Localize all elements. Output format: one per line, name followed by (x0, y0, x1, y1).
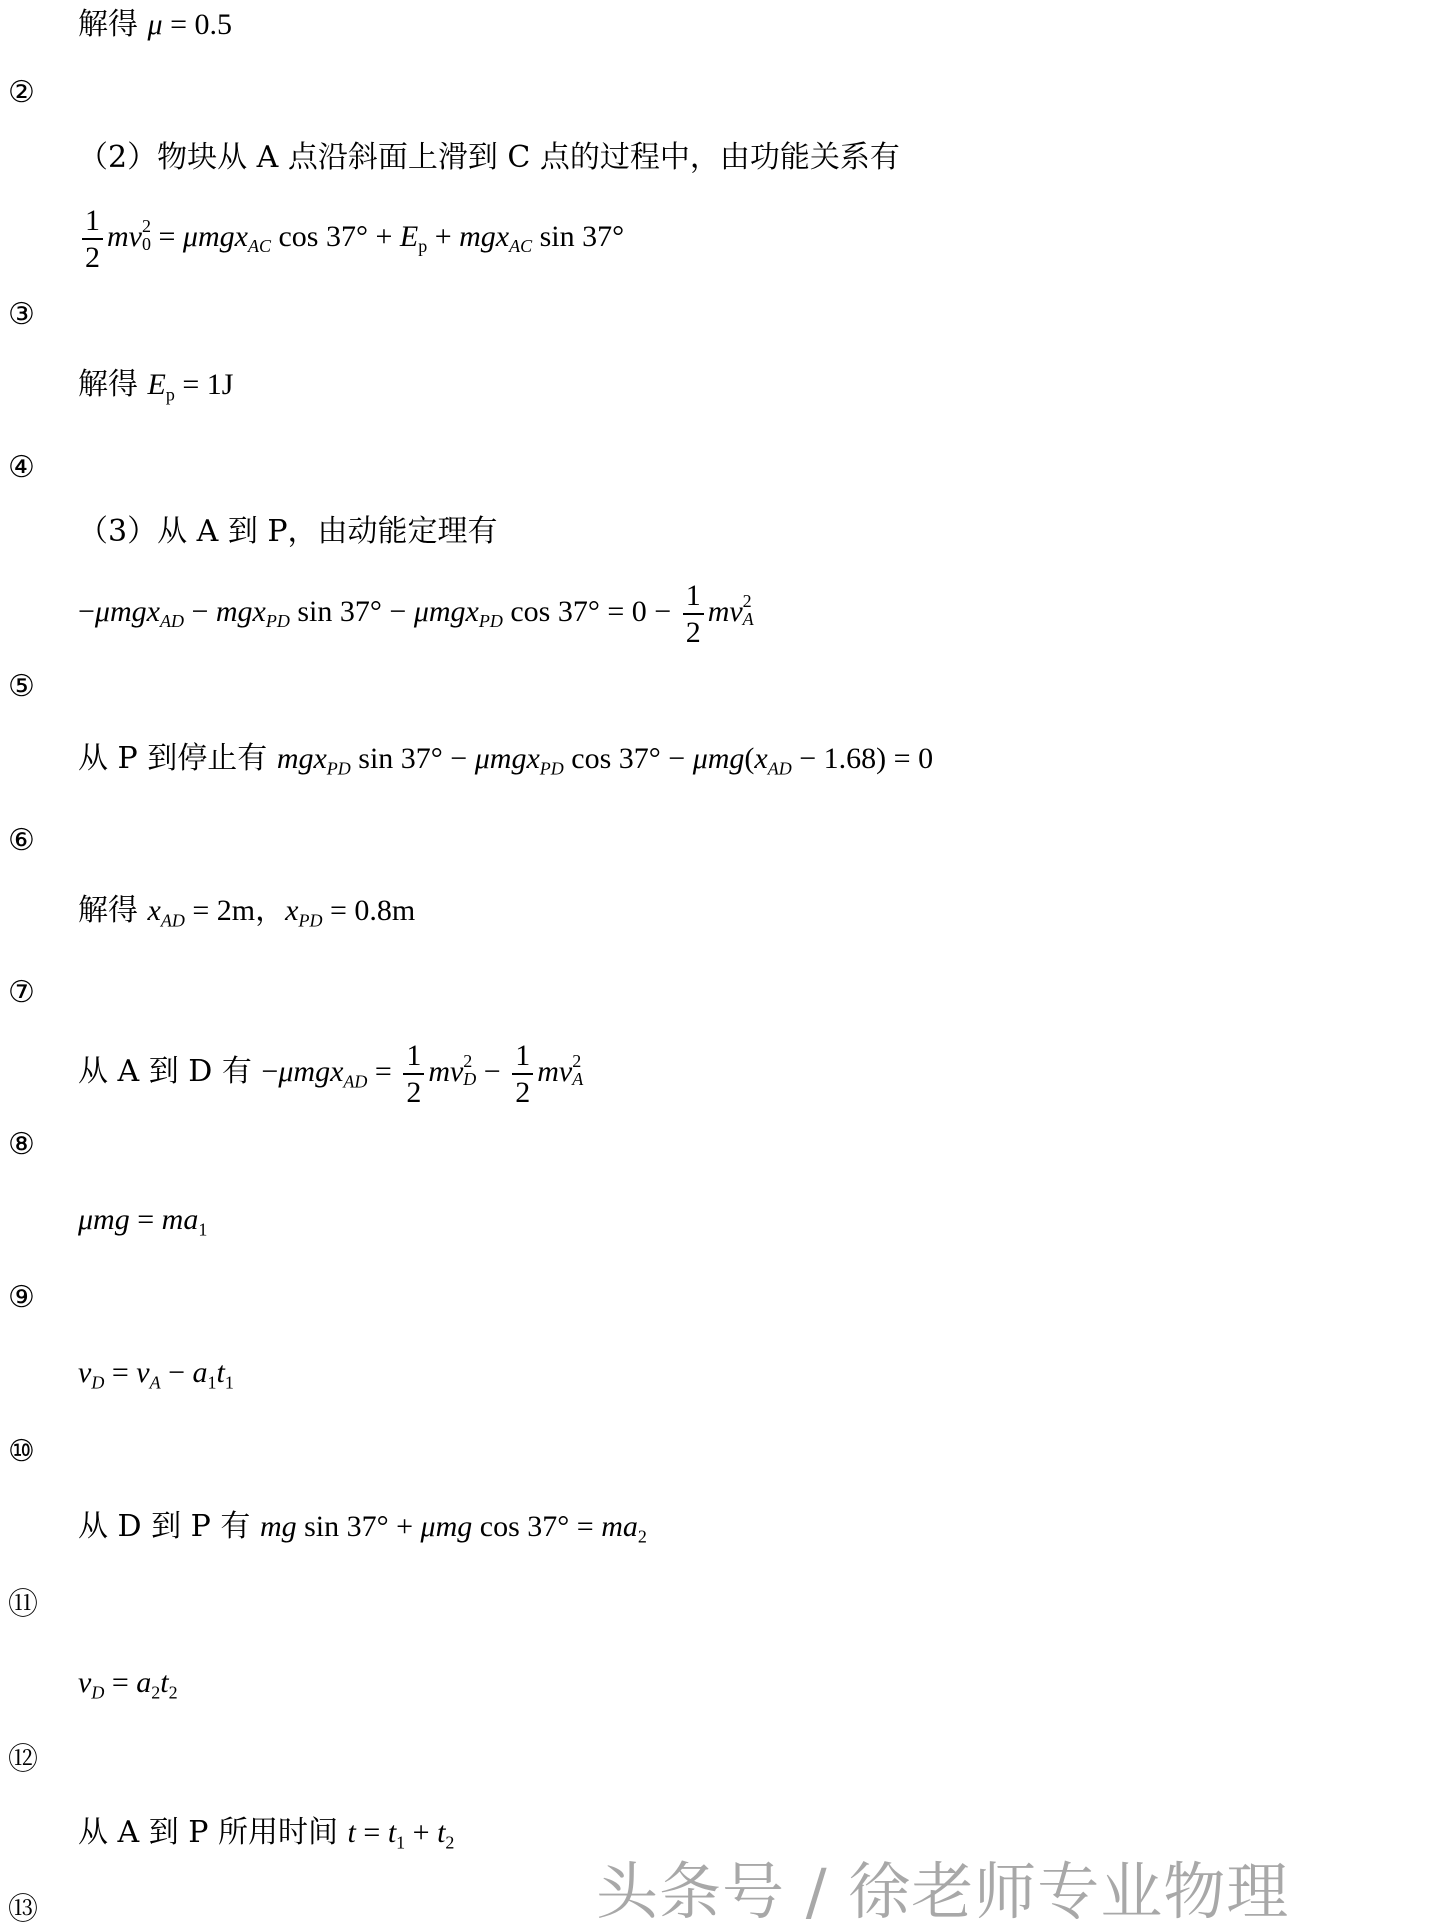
stop-equation (78, 741, 934, 779)
marker-5: ⑤ (8, 669, 35, 704)
text-prefix: 解得 (78, 7, 138, 42)
fraction-denominator: 2 (515, 1075, 531, 1109)
fraction (683, 580, 704, 648)
marker-2: ② (8, 75, 35, 110)
equation: μ = 0.5 (147, 8, 233, 41)
d-to-p-equation (78, 1509, 647, 1547)
energy-equation: $\frac{1}{2}$ mv 2 0 = μmgx$_{AC}$ $\cos 37^\circ + E_p + mgx_{AC}$ sin 37° (78, 205, 624, 273)
marker-8: ⑧ (8, 1127, 35, 1162)
text-prefix: 从 A 到 P 所用时间 (78, 1815, 338, 1850)
solution-mu (78, 7, 233, 42)
watermark: 头条号 / 徐老师专业物理 (596, 1855, 1290, 1928)
a-to-d-equation (78, 1040, 583, 1108)
marker-12: ⑫ (8, 1742, 38, 1777)
equation: mg sin 37° + μmg $\cos 37^\circ = ma_2$ (259, 1510, 647, 1547)
equation: $E_p = 1J$ (147, 368, 234, 405)
marker-10: ⑩ (8, 1434, 35, 1469)
part-2-heading: （2）物块从 A 点沿斜面上滑到 C 点的过程中，由功能关系有 (78, 140, 900, 175)
marker-4: ④ (8, 450, 35, 485)
text-prefix: 从 D 到 P 有 (78, 1509, 251, 1544)
solution-distances (78, 893, 416, 931)
velocity-d-equation-2: $v_D = a_2t_2$ (78, 1666, 178, 1703)
fraction-numerator: 1 (82, 205, 103, 240)
fraction-denominator: 2 (85, 240, 100, 274)
text-prefix: 解得 (78, 367, 138, 402)
fraction-numerator: 1 (683, 580, 704, 615)
marker-3: ③ (8, 297, 35, 332)
marker-13: ⑬ (8, 1892, 38, 1927)
total-time-equation (78, 1815, 455, 1853)
text-prefix: 从 A 到 D 有 (78, 1053, 252, 1089)
kinetic-energy-equation: −μmgx$_{AD}$ − mgx$_{PD}$ sin 37° − μmgx$_{PD}$ cos 37° = 0 − $\frac{1}{2}$ mv 2 A (78, 579, 754, 649)
part-3-heading: （3）从 A 到 P，由动能定理有 (78, 514, 498, 549)
fraction (82, 205, 103, 273)
marker-7: ⑦ (8, 975, 35, 1010)
equation: mgx$_{PD}$ sin 37° − μmgx$_{PD}$ $\cos 37^\circ - \mu mg(x_{AD} - 1.68) = 0$ (276, 742, 934, 779)
equation: $t = t_1 + t_2$ (347, 1816, 455, 1853)
marker-6: ⑥ (8, 823, 35, 858)
fraction (403, 1040, 424, 1108)
marker-9: ⑨ (8, 1280, 35, 1315)
text-prefix: 从 P 到停止有 (78, 741, 268, 776)
text-prefix: 解得 (78, 893, 138, 928)
fraction-numerator: 1 (512, 1040, 533, 1075)
fraction-numerator: 1 (403, 1040, 424, 1075)
equation: −μmgx$_{AD}$ = $\frac{1}{2}$ mv 2 D − $\frac{1}{2}$ mv 2 A (261, 1039, 584, 1109)
friction-acceleration: $\mu mg = ma_1$ (78, 1203, 208, 1240)
marker-11: ⑪ (8, 1587, 38, 1622)
velocity-d-equation: $v_D = v_A - a_1t_1$ (78, 1356, 234, 1393)
fraction-denominator: 2 (685, 615, 701, 649)
solution-ep (78, 367, 234, 405)
fraction (512, 1040, 533, 1108)
fraction-denominator: 2 (406, 1075, 422, 1109)
equation: $x_{AD} = 2m$，$x_{PD} = 0.8m$ (147, 894, 416, 931)
